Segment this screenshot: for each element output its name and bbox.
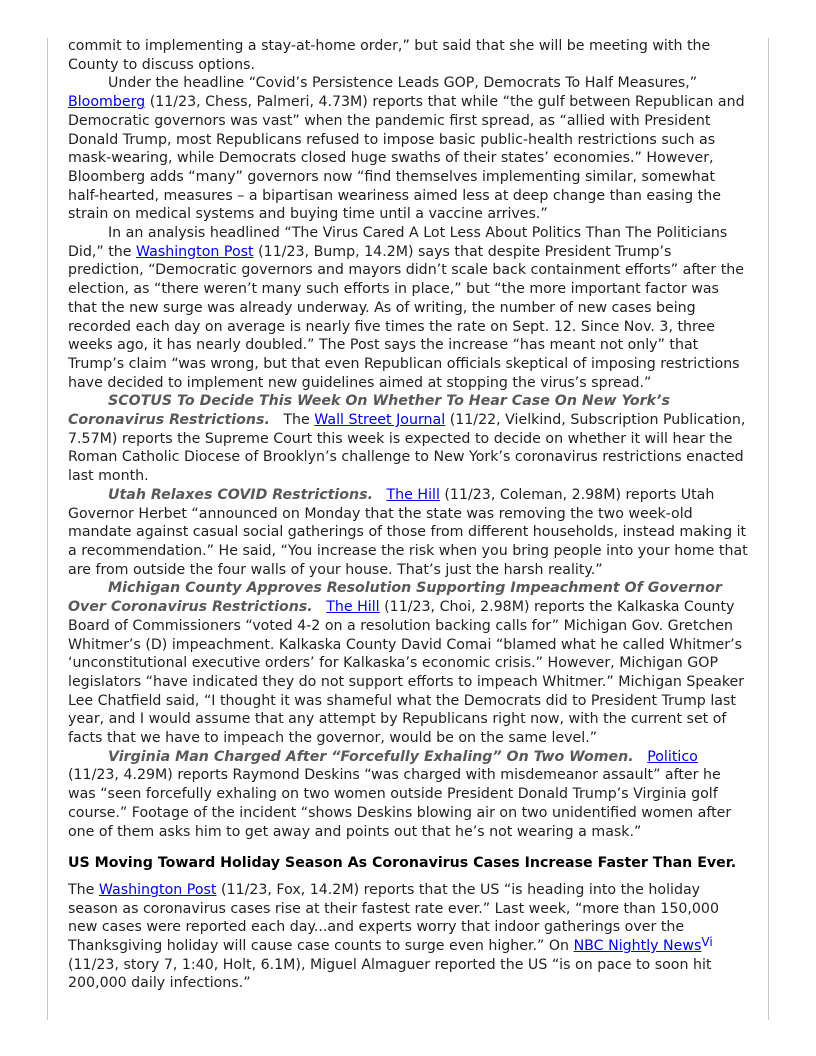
paragraph-text: [313, 599, 327, 615]
video-link-icon[interactable]: Vi: [701, 935, 713, 950]
paragraph-bloomberg: [68, 74, 750, 224]
story-michigan: [68, 579, 750, 747]
link-wall-street-journal[interactable]: Wall Street Journal: [314, 412, 446, 429]
link-the-hill[interactable]: The Hill: [386, 486, 440, 503]
paragraph-text: [634, 749, 648, 765]
story-virginia: [68, 748, 750, 842]
paragraph-text: (11/23, 4.29M) reports Raymond Deskins “was charged with misdemeanor assault” after he was “seen forcefully exhaling on two women outside President Donald Trump’s Virginia golf course.” Footage of the incident “shows Deskins blowing air on two unidentified women after one of them asks him to get away and points out that he’s not wearing a mask.”: [68, 767, 732, 840]
link-washington-post[interactable]: Washington Post: [136, 243, 254, 260]
document-body: [68, 37, 750, 993]
link-washington-post[interactable]: Washington Post: [98, 881, 217, 898]
section-title: US Moving Toward Holiday Season As Coronavirus Cases Increase Faster Than Ever.: [68, 855, 737, 872]
paragraph-text: The: [269, 412, 315, 429]
link-nbc-nightly-news[interactable]: NBC Nightly News: [573, 938, 702, 955]
paragraph-text: In an analysis headlined “The Virus Cared A Lot Less About Politics Than The Politicians Did,” the: [68, 225, 728, 260]
paragraph-text: (11/23, Fox, 14.2M) reports that the US “is heading into the holiday season as coronavirus cases rise at their fastest rate ever.” Last week, “more than 150,000 new cases were reported each day...and experts worry that indoor gatherings over the Thanksgiving holiday will cause case counts to surge even higher.” On: [68, 881, 719, 955]
left-margin-rule: [47, 38, 48, 1020]
story-headline: SCOTUS To Decide This Week On Whether To Hear Case On New York’s Coronavirus Restrictions.: [68, 393, 670, 429]
paragraph-text: (11/22, Vielkind, Subscription Publication, 7.57M) reports the Supreme Court this week is expected to decide on whether it will hear the Roman Catholic Diocese of Brooklyn’s challenge to New York’s coronavirus restrictions enacted last month.: [68, 412, 746, 485]
story-headline: Utah Relaxes COVID Restrictions.: [108, 486, 373, 503]
video-marker: [701, 935, 712, 949]
paragraph-text: Under the headline “Covid’s Persistence Leads GOP, Democrats To Half Measures,”: [108, 75, 698, 92]
paragraph-text: [373, 487, 387, 503]
story-utah: [68, 486, 750, 580]
story-headline: Michigan County Approves Resolution Supporting Impeachment Of Governor Over Coronavirus Restrictions.: [68, 580, 722, 616]
link-bloomberg[interactable]: Bloomberg: [68, 94, 146, 111]
paragraph-text: (11/23, Coleman, 2.98M) reports Utah Governor Herbet “announced on Monday that the state was removing the two week-old mandate against casual social gatherings of those from different households, instead making it a recommendation.” He said, “You increase the risk when you bring people into your home that are from outside the four walls of your house. That’s just the harsh reality.”: [68, 486, 748, 578]
link-politico[interactable]: Politico: [647, 748, 698, 765]
paragraph-text: (11/23, Bump, 14.2M) says that despite President Trump’s prediction, “Democratic governors and mayors didn’t scale back containment efforts” after the election, as “there weren’t many such efforts in place,” but “the more important factor was that the new surge was already underway. As of writing, the number of new cases being recorded each day on average is nearly five times the rate on Sept. 12. Since Nov. 3, three weeks ago, it has nearly doubled.” The Post says the increase “has meant not only” that Trump’s claim “was wrong, but that even Republican officials skeptical of imposing restrictions have decided to implement new guidelines aimed at stopping the virus’s spread.”: [68, 243, 745, 391]
paragraph-text: (11/23, Chess, Palmeri, 4.73M) reports that while “the gulf between Republican and Democratic governors was vast” when the pandemic first spread, as “allied with President Donald Trump, most Republicans refused to impose basic public-health restrictions such as mask-wearing, while Democrats closed huge swaths of their states’ economies.” However, Bloomberg adds “many” governors now “find themselves implementing similar, somewhat half-hearted, measures – a bipartisan weariness aimed less at deep change than easing the strain on medical systems and buying time until a vaccine arrives.”: [68, 94, 745, 223]
story-scotus: [68, 392, 750, 486]
paragraph-continuation: [68, 37, 750, 74]
right-margin-rule: [768, 38, 769, 1020]
paragraph-text: commit to implementing a stay-at-home order,” but said that she will be meeting with the County to discuss options.: [68, 38, 711, 73]
paragraph-text: The: [68, 881, 99, 898]
link-the-hill[interactable]: The Hill: [326, 599, 380, 616]
paragraph-washington-post-analysis: [68, 224, 750, 392]
section-paragraph: [68, 881, 750, 993]
story-headline: Virginia Man Charged After “Forcefully Exhaling” On Two Women.: [108, 748, 634, 765]
paragraph-text: (11/23, story 7, 1:40, Holt, 6.1M), Miguel Almaguer reported the US “is on pace to soon hit 200,000 daily infections.”: [68, 938, 722, 992]
paragraph-text: (11/23, Choi, 2.98M) reports the Kalkaska County Board of Commissioners “voted 4-2 on a resolution backing calls for” Michigan Gov. Gretchen Whitmer’s (D) impeachment. Kalkaska County David Comai “blamed what he called Whitmer’s ‘unconstitutional executive orders’ for Kalkaska’s economic crisis.” However, Michigan GOP legislators “have indicated they do not support efforts to impeach Whitmer.” Michigan Speaker Lee Chatfield said, “I thought it was shameful what the Democrats did to President Trump last year, and I would assume that any attempt by Republicans right now, with the current set of facts that we have to impeach the governor, would be on the same level.”: [68, 599, 745, 747]
